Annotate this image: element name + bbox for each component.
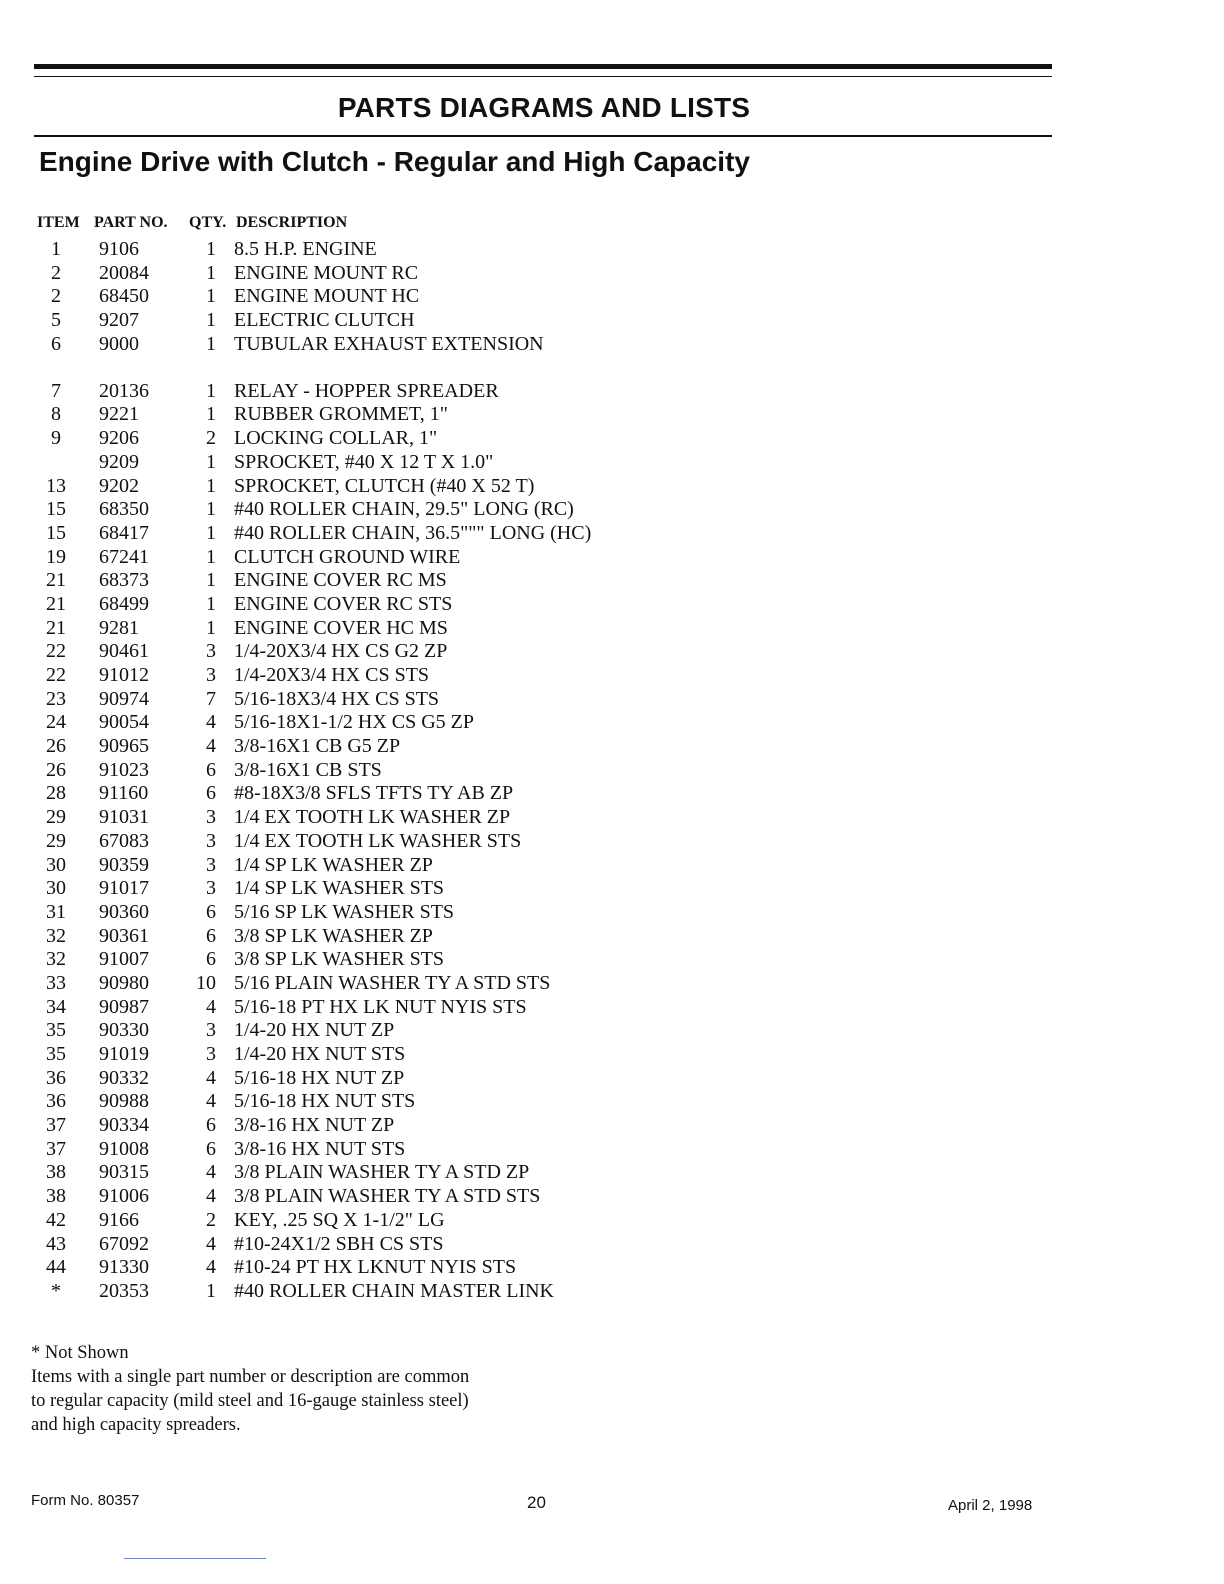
row-description: ENGINE COVER RC MS: [234, 569, 447, 592]
row-item-number: 26: [46, 735, 66, 758]
row-quantity: 4: [206, 995, 216, 1018]
table-row: [0, 830, 700, 854]
table-row: [0, 593, 700, 617]
table-row: [0, 1067, 700, 1091]
row-item-number: 34: [46, 995, 66, 1018]
table-row: [0, 1280, 700, 1304]
row-part-number: 90334: [99, 1114, 149, 1137]
row-description: #10-24X1/2 SBH CS STS: [234, 1232, 444, 1255]
row-part-number: 20136: [99, 379, 149, 402]
row-item-number: 23: [46, 687, 66, 710]
row-description: 3/8 PLAIN WASHER TY A STD ZP: [234, 1161, 530, 1184]
row-quantity: 3: [206, 640, 216, 663]
row-description: 3/8-16X1 CB G5 ZP: [234, 735, 401, 758]
row-quantity: 1: [206, 403, 216, 426]
row-item-number: 42: [46, 1208, 66, 1231]
row-item-number: 15: [46, 521, 66, 544]
table-row: [0, 451, 700, 475]
row-description: 1/4-20 HX NUT STS: [234, 1043, 406, 1065]
table-row: [0, 1161, 700, 1185]
row-item-number: 35: [46, 1043, 66, 1065]
row-item-number: 21: [46, 592, 66, 615]
row-description: 5/16-18 HX NUT ZP: [234, 1066, 405, 1089]
row-part-number: 90054: [99, 711, 149, 734]
table-row: [0, 640, 700, 664]
title-divider: [34, 135, 1052, 137]
table-row: [0, 854, 700, 878]
row-quantity: 4: [206, 1256, 216, 1279]
row-part-number: 91006: [99, 1185, 149, 1208]
table-row: [0, 782, 700, 806]
row-item-number: 26: [46, 758, 66, 781]
row-item-number: 7: [51, 379, 61, 402]
row-quantity: 4: [206, 735, 216, 758]
row-part-number: 68350: [99, 498, 149, 521]
table-row: [0, 569, 700, 593]
row-item-number: 28: [46, 782, 66, 805]
row-quantity: 1: [206, 379, 216, 402]
row-quantity: 6: [206, 758, 216, 781]
row-description: 3/8-16X1 CB STS: [234, 758, 382, 781]
row-part-number: 67241: [99, 545, 149, 568]
column-header-qty: QTY.: [189, 214, 227, 231]
row-quantity: 4: [206, 1185, 216, 1208]
table-row: [0, 1185, 700, 1209]
row-part-number: 9000: [99, 332, 139, 355]
row-item-number: 35: [46, 1019, 66, 1042]
table-row: [0, 1233, 700, 1257]
row-description: #40 ROLLER CHAIN MASTER LINK: [234, 1279, 554, 1302]
table-row: [0, 1209, 700, 1233]
row-quantity: 1: [206, 616, 216, 639]
parts-table-header: [0, 214, 700, 234]
row-quantity: 4: [206, 1066, 216, 1089]
column-header-item: ITEM: [37, 214, 80, 231]
row-part-number: 20353: [99, 1279, 149, 1302]
table-row: [0, 498, 700, 522]
row-part-number: 90360: [99, 900, 149, 923]
table-row: [0, 972, 700, 996]
row-part-number: 68499: [99, 592, 149, 615]
row-description: LOCKING COLLAR, 1": [234, 427, 438, 450]
not-shown-note: * Not Shown: [31, 1343, 129, 1363]
footer-form-number: Form No. 80357: [31, 1492, 140, 1509]
row-description: SPROCKET, #40 X 12 T X 1.0": [234, 450, 494, 473]
row-quantity: 6: [206, 1114, 216, 1137]
row-item-number: 24: [46, 711, 66, 734]
table-row: [0, 262, 700, 286]
row-description: 5/16-18 PT HX LK NUT NYIS STS: [234, 995, 527, 1018]
row-description: 3/8 PLAIN WASHER TY A STD STS: [234, 1185, 541, 1208]
section-title: Engine Drive with Clutch - Regular and High Capacity: [39, 146, 750, 177]
table-row: [0, 711, 700, 735]
table-row: [0, 403, 700, 427]
row-description: 3/8 SP LK WASHER ZP: [234, 924, 433, 947]
row-item-number: 37: [46, 1137, 66, 1160]
row-quantity: 3: [206, 1043, 216, 1065]
row-part-number: 91019: [99, 1043, 149, 1065]
column-header-part-no: PART NO.: [94, 214, 168, 231]
row-part-number: 91160: [99, 782, 149, 805]
row-description: RELAY - HOPPER SPREADER: [234, 379, 499, 402]
note-line: Items with a single part number or description are common: [31, 1367, 470, 1387]
row-quantity: 1: [206, 592, 216, 615]
row-description: ELECTRIC CLUTCH: [234, 309, 415, 332]
row-item-number: 36: [46, 1066, 66, 1089]
page-title: PARTS DIAGRAMS AND LISTS: [337, 92, 751, 123]
row-description: 5/16-18 HX NUT STS: [234, 1090, 416, 1113]
row-item-number: 2: [51, 285, 61, 308]
row-quantity: 1: [206, 332, 216, 355]
row-item-number: *: [51, 1279, 61, 1302]
row-part-number: 90965: [99, 735, 149, 758]
row-description: 5/16 PLAIN WASHER TY A STD STS: [234, 971, 551, 994]
row-description: 1/4 SP LK WASHER STS: [234, 877, 445, 900]
row-description: ENGINE MOUNT RC: [234, 261, 419, 284]
table-row: [0, 546, 700, 570]
parts-table: [0, 238, 700, 1304]
row-part-number: 91012: [99, 664, 149, 686]
note-line: to regular capacity (mild steel and 16-gauge stainless steel): [31, 1391, 469, 1411]
row-description: 5/16-18X3/4 HX CS STS: [234, 687, 440, 710]
table-row: [0, 901, 700, 925]
row-description: 8.5 H.P. ENGINE: [234, 238, 377, 260]
row-quantity: 1: [206, 569, 216, 592]
row-item-number: 31: [46, 900, 66, 923]
row-description: 1/4-20X3/4 HX CS STS: [234, 664, 430, 686]
table-row: [0, 475, 700, 499]
top-rule-thin: [34, 76, 1052, 77]
row-quantity: 1: [206, 1279, 216, 1302]
row-description: KEY, .25 SQ X 1-1/2" LG: [234, 1208, 445, 1231]
row-item-number: 19: [46, 545, 66, 568]
column-header-description: DESCRIPTION: [236, 214, 348, 231]
row-part-number: 91330: [99, 1256, 149, 1279]
row-item-number: 29: [46, 806, 66, 829]
row-quantity: 1: [206, 285, 216, 308]
row-quantity: 3: [206, 877, 216, 900]
row-quantity: 6: [206, 782, 216, 805]
table-row: [0, 1114, 700, 1138]
row-part-number: 90332: [99, 1066, 149, 1089]
row-description: 3/8-16 HX NUT ZP: [234, 1114, 395, 1137]
row-item-number: 6: [51, 332, 61, 355]
table-row: [0, 380, 700, 404]
row-description: ENGINE MOUNT HC: [234, 285, 420, 308]
row-part-number: 90988: [99, 1090, 149, 1113]
row-description: #40 ROLLER CHAIN, 36.5""" LONG (HC): [234, 521, 592, 544]
row-quantity: 3: [206, 664, 216, 686]
row-quantity: 1: [206, 238, 216, 260]
row-quantity: 4: [206, 1232, 216, 1255]
row-quantity: 2: [206, 1208, 216, 1231]
table-row: [0, 1090, 700, 1114]
table-row: [0, 877, 700, 901]
row-description: 1/4 EX TOOTH LK WASHER STS: [234, 829, 522, 852]
table-row: [0, 238, 700, 262]
table-row: [0, 285, 700, 309]
row-quantity: 1: [206, 545, 216, 568]
row-item-number: 32: [46, 924, 66, 947]
table-row: [0, 759, 700, 783]
table-row: [0, 664, 700, 688]
row-quantity: 6: [206, 1137, 216, 1160]
row-part-number: 90359: [99, 853, 149, 876]
row-item-number: 32: [46, 948, 66, 971]
row-item-number: 15: [46, 498, 66, 521]
row-part-number: 9206: [99, 427, 139, 450]
row-description: ENGINE COVER HC MS: [234, 616, 448, 639]
row-item-number: 1: [51, 238, 61, 260]
row-part-number: 90361: [99, 924, 149, 947]
row-description: #40 ROLLER CHAIN, 29.5" LONG (RC): [234, 498, 574, 521]
row-item-number: 30: [46, 877, 66, 900]
row-part-number: 67083: [99, 829, 149, 852]
row-item-number: 29: [46, 829, 66, 852]
row-part-number: 9202: [99, 474, 139, 497]
row-part-number: 91007: [99, 948, 149, 971]
row-description: #8-18X3/8 SFLS TFTS TY AB ZP: [234, 782, 514, 805]
row-quantity: 1: [206, 474, 216, 497]
row-part-number: 90974: [99, 687, 149, 710]
row-item-number: 21: [46, 569, 66, 592]
row-description: ENGINE COVER RC STS: [234, 592, 453, 615]
table-row: [0, 309, 700, 333]
row-part-number: 68450: [99, 285, 149, 308]
table-row: [0, 996, 700, 1020]
row-quantity: 1: [206, 450, 216, 473]
table-row: [0, 948, 700, 972]
row-part-number: 90461: [99, 640, 149, 663]
row-part-number: 68373: [99, 569, 149, 592]
row-item-number: 36: [46, 1090, 66, 1113]
row-item-number: 9: [51, 427, 61, 450]
row-part-number: 9209: [99, 450, 139, 473]
row-quantity: 1: [206, 261, 216, 284]
row-quantity: 6: [206, 900, 216, 923]
row-quantity: 1: [206, 309, 216, 332]
row-part-number: 68417: [99, 521, 149, 544]
row-quantity: 6: [206, 948, 216, 971]
row-part-number: 9166: [99, 1208, 139, 1231]
row-quantity: 1: [206, 521, 216, 544]
row-item-number: 38: [46, 1185, 66, 1208]
row-part-number: 9106: [99, 238, 139, 260]
footer-date: April 2, 1998: [948, 1497, 1033, 1514]
row-item-number: 37: [46, 1114, 66, 1137]
footer-page-number: 20: [527, 1493, 546, 1512]
row-description: 1/4-20X3/4 HX CS G2 ZP: [234, 640, 448, 663]
row-description: 5/16 SP LK WASHER STS: [234, 900, 455, 923]
row-part-number: 9221: [99, 403, 139, 426]
table-row: [0, 522, 700, 546]
row-item-number: 30: [46, 853, 66, 876]
table-row: [0, 1256, 700, 1280]
bottom-divider: [124, 1558, 266, 1559]
row-item-number: 13: [46, 474, 66, 497]
row-part-number: 90315: [99, 1161, 149, 1184]
row-quantity: 3: [206, 1019, 216, 1042]
table-row: [0, 735, 700, 759]
row-part-number: 90330: [99, 1019, 149, 1042]
row-quantity: 7: [206, 687, 216, 710]
row-part-number: 91031: [99, 806, 149, 829]
table-row: [0, 1019, 700, 1043]
table-row: [0, 427, 700, 451]
row-quantity: 2: [206, 427, 216, 450]
note-line: and high capacity spreaders.: [31, 1415, 241, 1435]
table-row: [0, 688, 700, 712]
row-quantity: 4: [206, 1161, 216, 1184]
row-part-number: 91023: [99, 758, 149, 781]
row-item-number: 2: [51, 261, 61, 284]
row-part-number: 90980: [99, 971, 149, 994]
row-part-number: 20084: [99, 261, 149, 284]
row-quantity: 1: [206, 498, 216, 521]
row-description: 3/8 SP LK WASHER STS: [234, 948, 445, 971]
row-quantity: 4: [206, 711, 216, 734]
table-row: [0, 925, 700, 949]
row-description: RUBBER GROMMET, 1": [234, 403, 448, 426]
table-row: [0, 806, 700, 830]
row-part-number: 9281: [99, 616, 139, 639]
table-row: [0, 617, 700, 641]
row-description: 3/8-16 HX NUT STS: [234, 1137, 406, 1160]
row-description: 1/4 SP LK WASHER ZP: [234, 853, 433, 876]
notes-section: [31, 1341, 591, 1437]
row-part-number: 91008: [99, 1137, 149, 1160]
row-description: CLUTCH GROUND WIRE: [234, 545, 461, 568]
row-quantity: 6: [206, 924, 216, 947]
row-item-number: 33: [46, 971, 66, 994]
table-row: [0, 1138, 700, 1162]
row-item-number: 22: [46, 640, 66, 663]
row-quantity: 10: [196, 971, 216, 994]
row-part-number: 91017: [99, 877, 149, 900]
row-description: 1/4 EX TOOTH LK WASHER ZP: [234, 806, 511, 829]
row-quantity: 4: [206, 1090, 216, 1113]
row-part-number: 90987: [99, 995, 149, 1018]
row-quantity: 3: [206, 806, 216, 829]
row-part-number: 67092: [99, 1232, 149, 1255]
top-rule-thick: [34, 64, 1052, 69]
table-row: [0, 1043, 700, 1067]
row-item-number: 21: [46, 616, 66, 639]
row-description: 5/16-18X1-1/2 HX CS G5 ZP: [234, 711, 475, 734]
row-quantity: 3: [206, 853, 216, 876]
row-description: #10-24 PT HX LKNUT NYIS STS: [234, 1256, 517, 1279]
row-item-number: 44: [46, 1256, 66, 1279]
row-part-number: 9207: [99, 309, 139, 332]
row-description: 1/4-20 HX NUT ZP: [234, 1019, 395, 1042]
row-item-number: 5: [51, 309, 61, 332]
table-row: [0, 333, 700, 380]
row-description: SPROCKET, CLUTCH (#40 X 52 T): [234, 474, 535, 497]
row-item-number: 38: [46, 1161, 66, 1184]
row-item-number: 8: [51, 403, 61, 426]
row-quantity: 3: [206, 829, 216, 852]
row-item-number: 22: [46, 664, 66, 686]
row-description: TUBULAR EXHAUST EXTENSION: [234, 332, 544, 355]
row-item-number: 43: [46, 1232, 66, 1255]
